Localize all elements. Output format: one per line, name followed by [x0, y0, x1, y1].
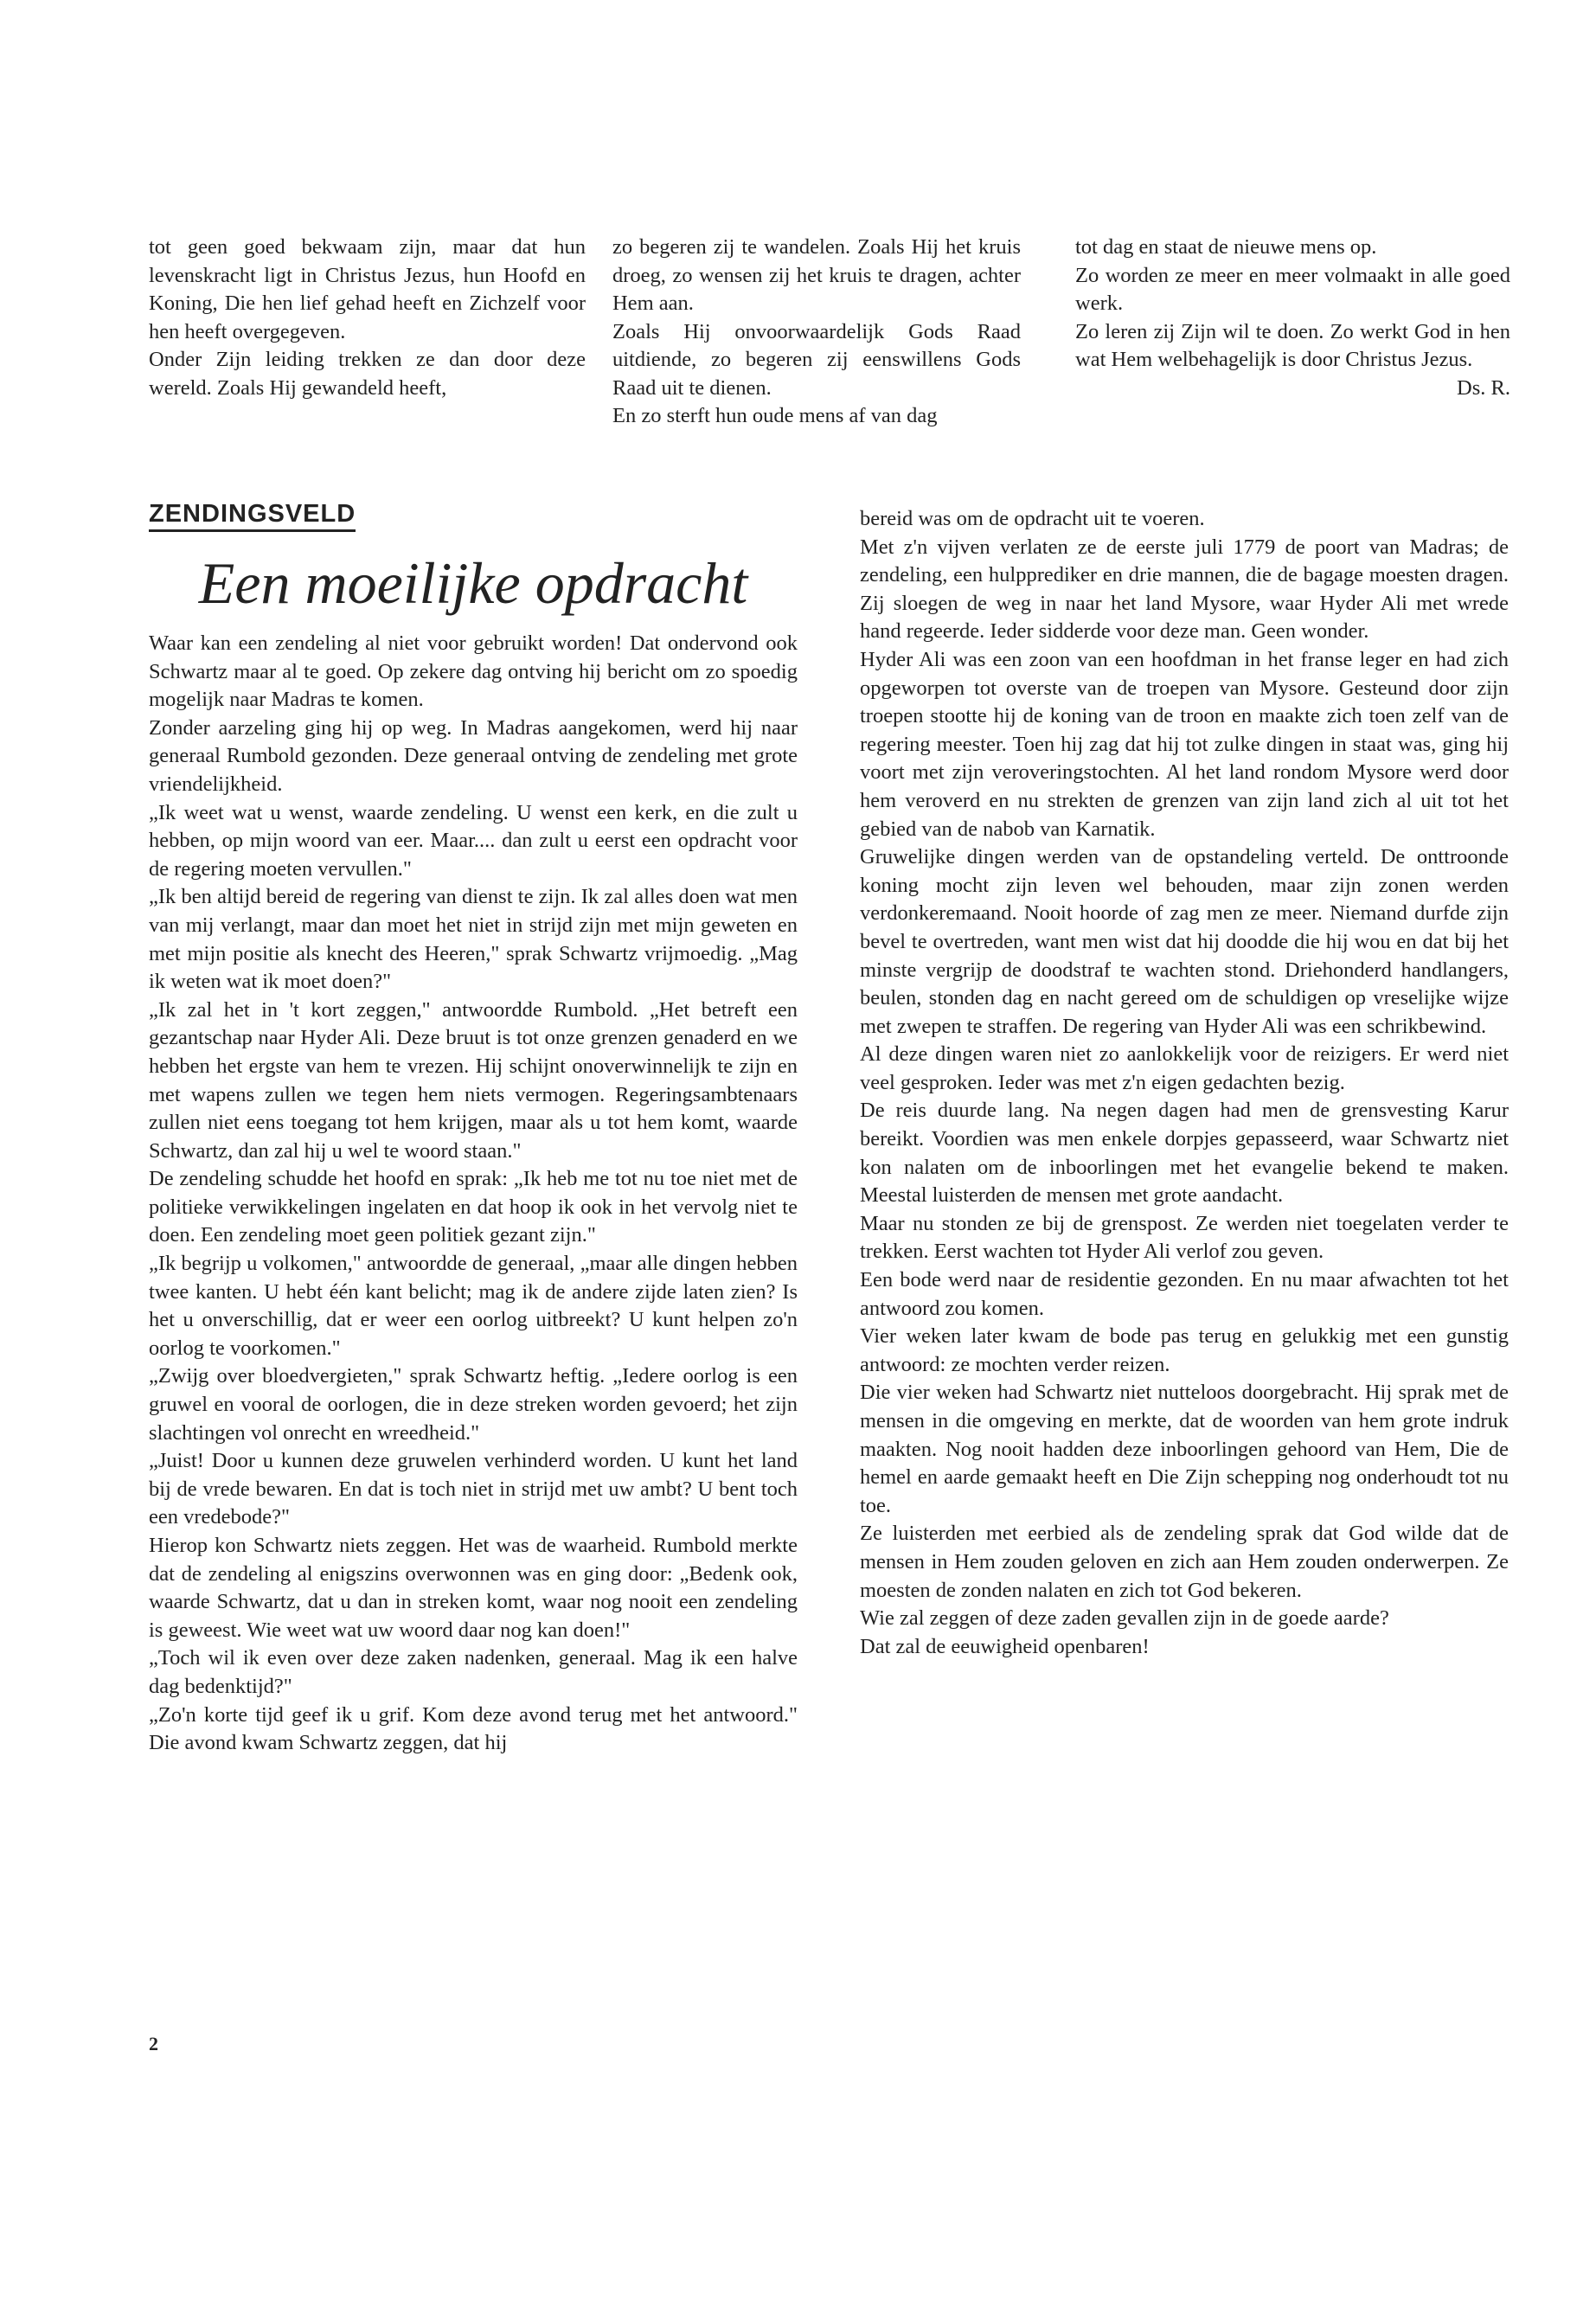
page-number: 2 — [149, 2033, 158, 2054]
paragraph: zo begeren zij te wandelen. Zoals Hij het kruis droeg, zo wensen zij het kruis te dragen, achter Hem aan. — [612, 235, 1021, 315]
paragraph: Hyder Ali was een zoon van een hoofdman in het franse leger en had zich opgeworpen tot overste van de troepen van Mysore. Gesteund door zijn troepen stootte hij de koning van de troon en maakte zich toen zelf van de regering meester. Toen hij zag dat hij tot zulke dingen in staat was, ging hij voort met zijn veroveringstochten. Al het land rondom Mysore werd door hem veroverd en nu strekten de grenzen van zijn land zich al uit tot het gebied van de nabob van Karnatik. — [860, 647, 1509, 841]
paragraph: bereid was om de opdracht uit te voeren. — [860, 507, 1205, 530]
paragraph: „Ik begrijp u volkomen," antwoordde de generaal, „maar alle dingen hebben twee kanten. U hebt één kant belicht; mag ik de andere zijde laten zien? Is het u onverschillig, dat er weer een oorlog uitbreekt? U kunt helpen zo'n oorlog te voorkomen." — [149, 1252, 798, 1360]
paragraph: Waar kan een zendeling al niet voor gebruikt worden! Dat ondervond ook Schwartz maar al te goed. Op zekere dag ontving hij bericht om zo spoedig mogelijk naar Madras te komen. — [149, 631, 798, 712]
paragraph: „Juist! Door u kunnen deze gruwelen verhinderd worden. U kunt het land bij de vrede bewaren. En dat is toch niet in strijd met uw ambt? U bent toch een vredebode?" — [149, 1449, 798, 1529]
paragraph: „Zwijg over bloedvergieten," sprak Schwartz heftig. „Iedere oorlog is een gruwel en vooral de oorlogen, die in deze streken worden gevoerd; het zijn slachtingen vol onrecht en wreedheid." — [149, 1364, 798, 1445]
paragraph: tot dag en staat de nieuwe mens op. — [1075, 235, 1377, 259]
top-column-1 — [149, 234, 586, 402]
top-column-2 — [612, 234, 1021, 431]
paragraph: Ze luisterden met eerbied als de zendeling sprak dat God wilde dat de mensen in Hem zouden geloven en zich aan Hem zouden onderwerpen. Ze moesten de zonden nalaten en zich tot God bekeren. — [860, 1522, 1509, 1602]
paragraph: En zo sterft hun oude mens af van dag — [612, 404, 938, 427]
article-column-left — [149, 630, 798, 1758]
paragraph: De zendeling schudde het hoofd en sprak: „Ik heb me tot nu toe niet met de politieke verwikkelingen ingelaten en dat hoop ik ook in het vervolg niet te doen. Een zendeling moet geen politiek gezant zijn." — [149, 1167, 798, 1247]
paragraph: Zonder aarzeling ging hij op weg. In Madras aangekomen, werd hij naar generaal Rumbold gezonden. Deze generaal ontving de zendeling met grote vriendelijkheid. — [149, 715, 798, 796]
paragraph: Vier weken later kwam de bode pas terug en gelukkig met een gunstig antwoord: ze mochten verder reizen. — [860, 1324, 1509, 1376]
paragraph: Onder Zijn leiding trekken ze dan door deze wereld. Zoals Hij gewandeld heeft, — [149, 348, 586, 400]
paragraph: „Ik weet wat u wenst, waarde zendeling. U wenst een kerk, en die zult u hebben, op mijn woord van eer. Maar.... dan zult u eerst een opdracht voor de regering moeten vervullen." — [149, 800, 798, 881]
paragraph: „Ik zal het in 't kort zeggen," antwoordde Rumbold. „Het betreft een gezantschap naar Hyder Ali. Deze bruut is tot onze grenzen genaderd en we hebben het ergste van hem te vrezen. Hij schijnt onoverwinnelijk te zijn en met wapens zullen we tegen hem niets vermogen. Regeringsambtenaars zullen niet eens toegang tot hem krijgen, maar als u tot hem komt, waarde Schwartz, dan zal hij u wel te woord staan." — [149, 997, 798, 1163]
paragraph: Dat zal de eeuwigheid openbaren! — [860, 1634, 1150, 1658]
paragraph: „Toch wil ik even over deze zaken nadenken, generaal. Mag ik een halve dag bedenktijd?" — [149, 1646, 798, 1698]
signature: Ds. R. — [1457, 375, 1510, 400]
section-label: ZENDINGSVELD — [149, 500, 356, 532]
paragraph: „Ik ben altijd bereid de regering van dienst te zijn. Ik zal alles doen wat men van mij verlangt, maar dan moet het niet in strijd zijn met mijn geweten en met mijn positie als knecht des Heeren," sprak Schwartz vrijmoedig. „Mag ik weten wat ik moet doen?" — [149, 885, 798, 994]
paragraph: Zo leren zij Zijn wil te doen. Zo werkt God in hen wat Hem welbehagelijk is door Christus Jezus. — [1075, 319, 1510, 371]
paragraph: Gruwelijke dingen werden van de opstandeling verteld. De onttroonde koning mocht zijn leven wel behouden, maar zijn zonen werden verdonkeremaand. Nooit hoorde of zag men ze meer. Niemand durfde zijn bevel te overtreden, want men wist dat hij doodde die hij wou en dat bij het minste vergrijp de doodstraf te wachten stond. Driehonderd handlangers, beulen, stonden dag en nacht gereed om de schuldigen op vreselijke wijze met zwepen te straffen. De regering van Hyder Ali was een schrikbewind. — [860, 845, 1509, 1038]
article-column-right — [860, 505, 1509, 1661]
paragraph: tot geen goed bekwaam zijn, maar dat hun levenskracht ligt in Christus Jezus, hun Hoofd en Koning, Die hen lief gehad heeft en Zichzelf voor hen heeft overgegeven. — [149, 235, 586, 343]
paragraph: Zo worden ze meer en meer volmaakt in alle goed werk. — [1075, 263, 1510, 315]
paragraph: Met z'n vijven verlaten ze de eerste juli 1779 de poort van Madras; de zendeling, een hulpprediker en drie mannen, die de bagage moesten dragen. Zij sloegen de weg in naar het land Mysore, waar Hyder Ali met wrede hand regeerde. Ieder sidderde voor deze man. Geen wonder. — [860, 535, 1509, 644]
paragraph: „Zo'n korte tijd geef ik u grif. Kom deze avond terug met het antwoord." Die avond kwam Schwartz zeggen, dat hij — [149, 1702, 798, 1755]
paragraph: Wie zal zeggen of deze zaden gevallen zijn in de goede aarde? — [860, 1606, 1389, 1631]
paragraph: Maar nu stonden ze bij de grenspost. Ze werden niet toegelaten verder te trekken. Eerst wachten tot Hyder Ali verlof zou geven. — [860, 1211, 1509, 1264]
paragraph: Hierop kon Schwartz niets zeggen. Het was de waarheid. Rumbold merkte dat de zendeling al enigszins overwonnen was en ging door: „Bedenk ook, waarde Schwartz, dat u dan in streken komt, waar nog nooit een zendeling is geweest. Wie weet wat uw woord daar nog kan doen!" — [149, 1534, 798, 1642]
paragraph: Zoals Hij onvoorwaardelijk Gods Raad uitdiende, zo begeren zij eenswillens Gods Raad uit te dienen. — [612, 319, 1021, 400]
article-title: Een moeilijke opdracht — [198, 550, 748, 616]
paragraph: Al deze dingen waren niet zo aanlokkelijk voor de reizigers. Er werd niet veel gesproken. Ieder was met z'n eigen gedachten bezig. — [860, 1042, 1509, 1094]
paragraph: De reis duurde lang. Na negen dagen had men de grensvesting Karur bereikt. Voordien was men enkele dorpjes gepasseerd, waar Schwartz niet kon nalaten om de inboorlingen met het evangelie bekend te maken. Meestal luisterden de mensen met grote aandacht. — [860, 1099, 1509, 1208]
paragraph: Die vier weken had Schwartz niet nutteloos doorgebracht. Hij sprak met de mensen in die omgeving en merkte, dat de woorden van hem grote indruk maakten. Nog nooit hadden deze inboorlingen gehoord van Hem, Die de hemel en aarde gemaakt heeft en Die Zijn schepping nog onderhoudt tot nu toe. — [860, 1381, 1509, 1517]
top-column-3 — [1075, 234, 1510, 402]
paragraph: Een bode werd naar de residentie gezonden. En nu maar afwachten tot het antwoord zou komen. — [860, 1268, 1509, 1320]
